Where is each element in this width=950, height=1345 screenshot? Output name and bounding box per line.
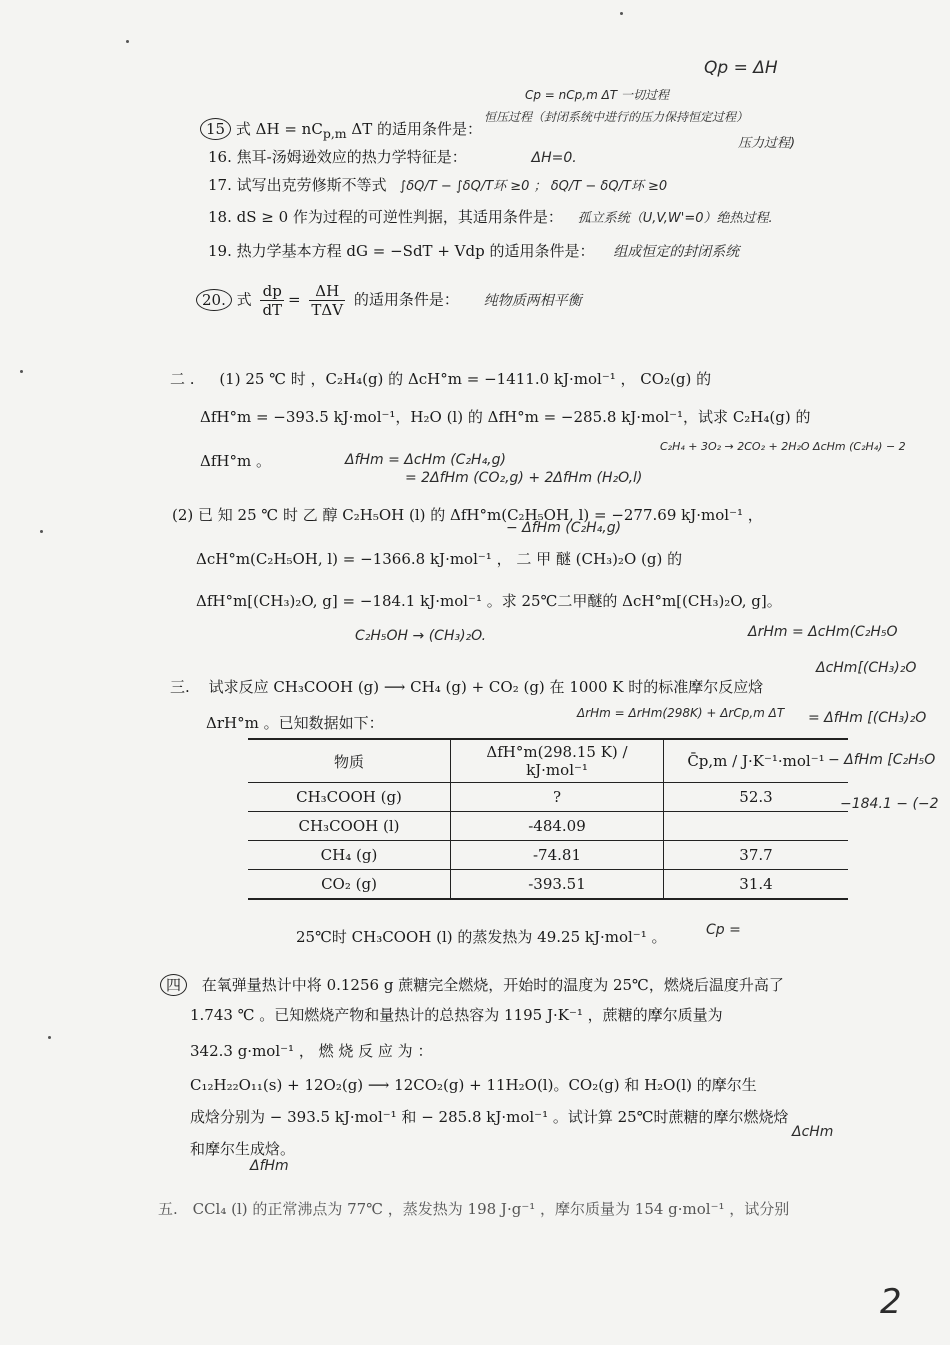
question-15 — [200, 118, 482, 141]
question-number: 19. — [208, 242, 232, 260]
scan-speck — [20, 370, 23, 373]
question-number: 20. — [196, 289, 232, 311]
handwritten-note: 压力过程) — [738, 136, 796, 151]
scan-speck — [48, 1036, 51, 1039]
problem-text: ΔfH°m[(CH₃)₂O, g] = −184.1 kJ·mol⁻¹ 。求 25℃二甲醚的 ΔcH°m[(CH₃)₂O, g]。 — [196, 592, 782, 610]
problem-text: ΔfH°m 。 — [200, 452, 271, 470]
handwritten-answer: 组成恒定的封闭系统 — [613, 244, 740, 260]
handwritten-note: C₂H₄ + 3O₂ → 2CO₂ + 2H₂O ΔcHm (C₂H₄) − 2 — [660, 440, 906, 453]
table-cell: CH₃COOH (l) — [248, 812, 451, 841]
handwritten-note: = 2ΔfHm (CO₂,g) + 2ΔfHm (H₂O,l) — [405, 470, 643, 486]
handwritten-note: C₂H₅OH → (CH₃)₂O. — [355, 628, 487, 644]
section-3-line — [170, 676, 763, 697]
handwritten-answer: 孤立系统（U,V,W'=0）绝热过程. — [577, 211, 773, 226]
handwritten-note: ΔcHm[(CH₃)₂O — [816, 660, 917, 676]
column-header: 物质 — [248, 739, 451, 783]
table-cell: 52.3 — [664, 783, 849, 812]
handwritten-note: ΔrHm = ΔrHm(298K) + ΔrCp,m ΔT — [577, 706, 785, 720]
scan-speck — [126, 40, 129, 43]
question-number: 17. — [208, 176, 232, 194]
table-cell — [664, 812, 849, 841]
table-note: 25℃时 CH₃COOH (l) 的蒸发热为 49.25 kJ·mol⁻¹ 。 — [296, 928, 667, 946]
problem-text: ΔcH°m(C₂H₅OH, l) = −1366.8 kJ·mol⁻¹ ， 二 甲 醚 (CH₃)₂O (g) 的 — [196, 550, 683, 568]
question-17 — [208, 174, 667, 195]
table-row — [248, 783, 848, 812]
section-5-line — [158, 1198, 789, 1219]
handwritten-note: 恒压过程（封闭系统中进行的压力保持恒定过程） — [484, 110, 749, 124]
section-label: 二 . — [170, 370, 195, 388]
problem-text: CCl₄ (l) 的正常沸点为 77℃ ，蒸发热为 198 J·g⁻¹ ，摩尔质量为 154 g·mol⁻¹ ，试分别 — [192, 1200, 790, 1218]
table-cell: 31.4 — [664, 870, 849, 900]
question-number: 15 — [200, 118, 231, 140]
table-cell: -74.81 — [451, 841, 664, 870]
table-cell: -393.51 — [451, 870, 664, 900]
table-row — [248, 812, 848, 841]
section-4-line — [160, 974, 784, 995]
column-header: ΔfH°m(298.15 K) / kJ·mol⁻¹ — [451, 739, 664, 783]
handwritten-note: = ΔfHm [(CH₃)₂O — [808, 710, 927, 726]
section-label: 三. — [170, 678, 190, 696]
thermo-data-table — [248, 738, 848, 900]
table-cell: 37.7 — [664, 841, 849, 870]
problem-text: 342.3 g·mol⁻¹ ， 燃 烧 反 应 为 ： — [190, 1042, 433, 1060]
table-header-row — [248, 739, 848, 783]
handwritten-note: ΔrHm = ΔcHm(C₂H₅O — [748, 624, 898, 640]
question-19 — [208, 240, 739, 261]
problem-text: (2) 已 知 25 ℃ 时 乙 醇 C₂H₅OH (l) 的 ΔfH°m(C₂H₅OH, l) = −277.69 kJ·mol⁻¹ ， — [172, 506, 763, 524]
problem-text: 和摩尔生成焓。 — [190, 1140, 296, 1158]
subscript: p,m — [322, 126, 347, 141]
question-number: 16. — [208, 148, 232, 166]
handwritten-note: − ΔfHm (C₂H₄,g) — [506, 520, 622, 536]
question-text: ΔT 的适用条件是： — [351, 120, 483, 138]
handwritten-answer: ∫δQ/T − ∫δQ/T环 ≥0 ； δQ/T − δQ/T环 ≥0 — [399, 179, 668, 194]
question-text: 热力学基本方程 dG = −SdT + Vdp 的适用条件是： — [236, 242, 595, 260]
question-text: 焦耳-汤姆逊效应的热力学特征是： — [236, 148, 467, 166]
handwritten-note: Qp = ΔH — [704, 58, 778, 78]
question-text: 的适用条件是： — [353, 290, 459, 309]
problem-text: ΔrH°m 。已知数据如下： — [206, 714, 384, 732]
problem-text: 试求反应 CH₃COOH (g) ⟶ CH₄ (g) + CO₂ (g) 在 1000 K 时的标准摩尔反应焓 — [208, 678, 764, 696]
problem-text: 1.743 ℃ 。已知燃烧产物和量热计的总热容为 1195 J·K⁻¹ ，蔗糖的摩尔质量为 — [190, 1006, 723, 1024]
handwritten-note: ΔfHm = ΔcHm (C₂H₄,g) — [345, 452, 506, 468]
handwritten-note: ΔfHm — [250, 1158, 289, 1174]
handwritten-note: − ΔfHm [C₂H₅O — [828, 752, 936, 768]
question-text: 试写出克劳修斯不等式 — [236, 176, 387, 194]
section-2-line — [170, 368, 711, 389]
problem-text: 成焓分别为 − 393.5 kJ·mol⁻¹ 和 − 285.8 kJ·mol⁻¹ 。试计算 25℃时蔗糖的摩尔燃烧焓 — [190, 1108, 789, 1126]
handwritten-answer: 纯物质两相平衡 — [483, 292, 582, 309]
question-text: dS ≥ 0 作为过程的可逆性判据，其适用条件是： — [236, 208, 563, 226]
question-16 — [208, 146, 577, 167]
handwritten-note: ΔcHm — [792, 1124, 834, 1140]
scan-speck — [620, 12, 623, 15]
handwritten-note: −184.1 − (−2 — [840, 796, 939, 812]
table-row — [248, 841, 848, 870]
handwritten-note: Cp = — [706, 922, 741, 938]
section-label: 四 — [160, 974, 187, 996]
fraction: $\frac{\Delta H}{\text{TΔV}}$ — [311, 282, 344, 319]
handwritten-note: Cp = nCp,m ΔT 一切过程 — [525, 88, 669, 102]
table-cell: CH₄ (g) — [248, 841, 451, 870]
handwritten-answer: ΔH=0. — [531, 150, 577, 166]
problem-text: ΔfH°m = −393.5 kJ·mol⁻¹，H₂O (l) 的 ΔfH°m = −285.8 kJ·mol⁻¹，试求 C₂H₄(g) 的 — [200, 408, 811, 426]
question-18 — [208, 206, 773, 227]
column-header: C̄p,m / J·K⁻¹·mol⁻¹ — [664, 739, 849, 783]
question-20: 20. 式 $\frac{dp}{dT}$ = $\frac{\Delta H}{\text{TΔV}}$ 的适用条件是： 纯物质两相平衡 — [196, 282, 582, 319]
problem-text: C₁₂H₂₂O₁₁(s) + 12O₂(g) ⟶ 12CO₂(g) + 11H₂O(l)。CO₂(g) 和 H₂O(l) 的摩尔生 — [190, 1076, 757, 1094]
question-text: 式 ΔH = nC — [235, 120, 323, 138]
section-label: 五. — [158, 1200, 178, 1218]
scan-speck — [40, 530, 43, 533]
question-number: 18. — [208, 208, 232, 226]
table-cell: CO₂ (g) — [248, 870, 451, 900]
fraction: $\frac{dp}{dT}$ — [262, 282, 283, 319]
question-text: 式 — [236, 290, 252, 309]
table-cell: CH₃COOH (g) — [248, 783, 451, 812]
page-number: 2 — [880, 1282, 902, 1322]
problem-text: 在氧弹量热计中将 0.1256 g 蔗糖完全燃烧，开始时的温度为 25℃，燃烧后温度升高了 — [201, 976, 784, 994]
problem-text: (1) 25 ℃ 时 ，C₂H₄(g) 的 ΔcH°m = −1411.0 kJ·mol⁻¹ ， CO₂(g) 的 — [219, 370, 712, 388]
table-cell: -484.09 — [451, 812, 664, 841]
table-row — [248, 870, 848, 900]
table-cell: ? — [451, 783, 664, 812]
